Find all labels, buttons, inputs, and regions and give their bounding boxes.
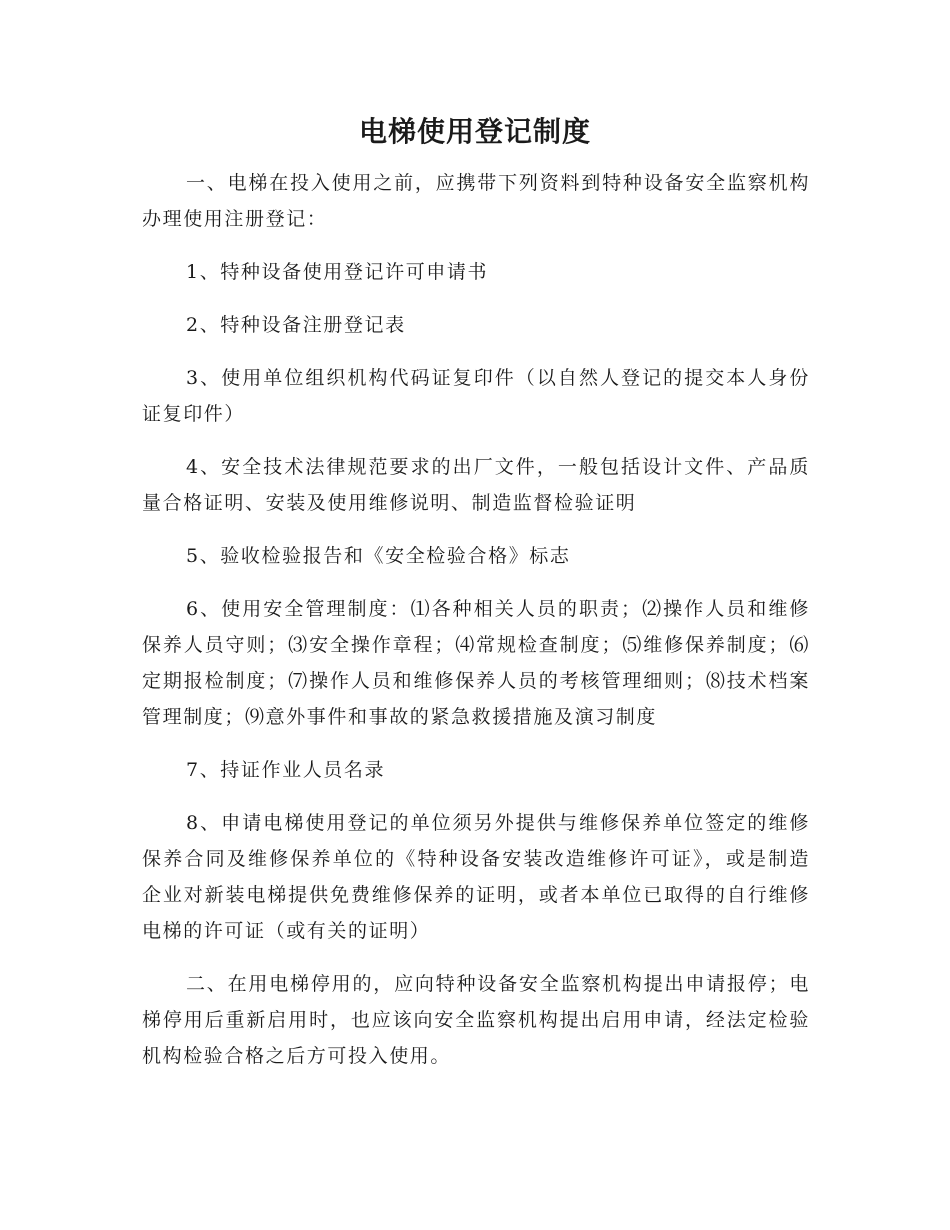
document-title: 电梯使用登记制度 xyxy=(358,115,591,148)
document-body xyxy=(142,165,810,1091)
paragraph-item-5: 5、验收检验报告和《安全检验合格》标志 xyxy=(186,545,571,567)
paragraph-item-4: 4、安全技术法律规范要求的出厂文件，一般包括设计文件、产品质量合格证明、安装及使用维修说明、制造监督检验证明 xyxy=(142,456,810,514)
paragraph-item-3: 3、使用单位组织机构代码证复印件（以自然人登记的提交本人身份证复印件） xyxy=(142,367,810,425)
paragraph-item-2: 2、特种设备注册登记表 xyxy=(186,314,406,336)
paragraph-item-7: 7、持证作业人员名录 xyxy=(186,759,386,781)
paragraph-section-1-intro: 一、电梯在投入使用之前，应携带下列资料到特种设备安全监察机构办理使用注册登记： xyxy=(142,172,810,230)
paragraph-section-2: 二、在用电梯停用的，应向特种设备安全监察机构提出申请报停；电梯停用后重新启用时，也应该向安全监察机构提出启用申请，经法定检验机构检验合格之后方可投入使用。 xyxy=(142,973,810,1067)
paragraph-item-6: 6、使用安全管理制度：⑴各种相关人员的职责；⑵操作人员和维修保养人员守则；⑶安全操作章程；⑷常规检查制度；⑸维修保养制度；⑹定期报检制度；⑺操作人员和维修保养人员的考核管理细则；⑻技术档案管理制度；⑼意外事件和事故的紧急救援措施及演习制度 xyxy=(142,598,810,728)
paragraph-item-8: 8、申请电梯使用登记的单位须另外提供与维修保养单位签定的维修保养合同及维修保养单位的《特种设备安装改造维修许可证》，或是制造企业对新装电梯提供免费维修保养的证明，或者本单位已取得的自行维修电梯的许可证（或有关的证明） xyxy=(142,812,810,942)
paragraph-item-1: 1、特种设备使用登记许可申请书 xyxy=(186,261,489,283)
